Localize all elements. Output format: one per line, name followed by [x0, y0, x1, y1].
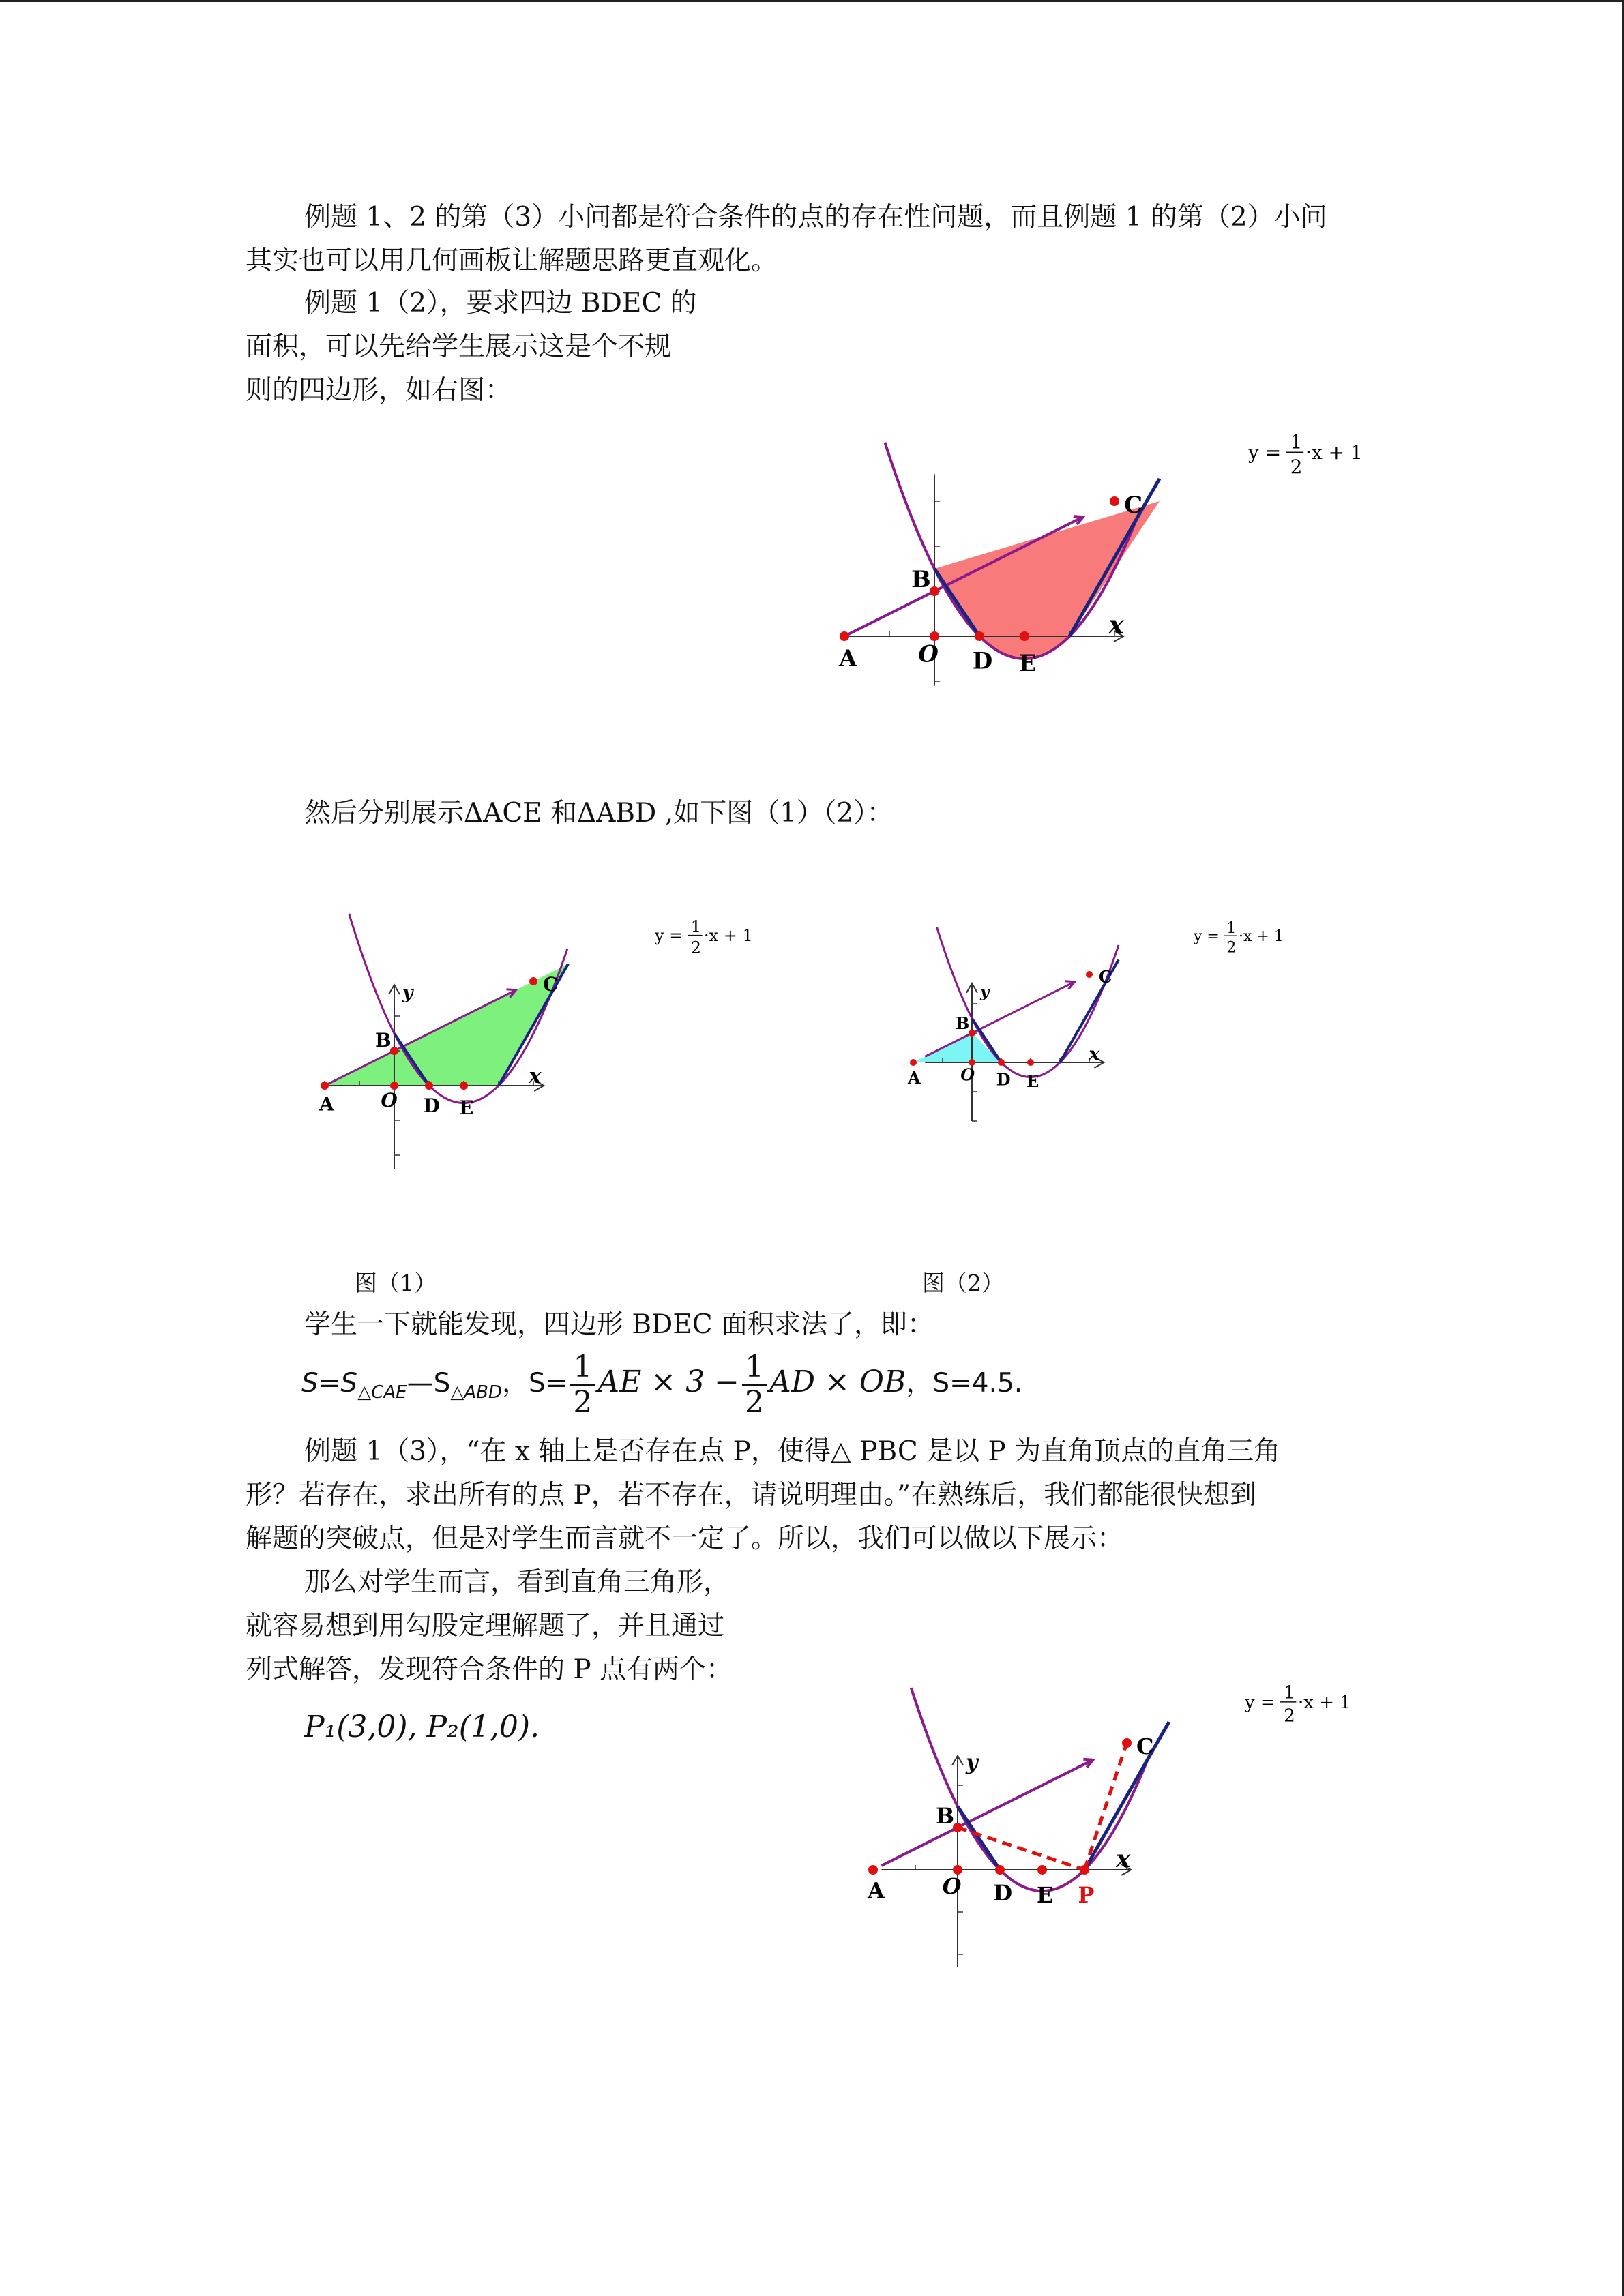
para6-line3: 列式解答，发现符合条件的 P 点有两个： — [246, 1654, 733, 1685]
label-b: B — [956, 1013, 970, 1033]
frac2-num: 1 — [742, 1350, 767, 1386]
point-c — [1122, 1738, 1132, 1748]
equation-num: 1 — [1226, 919, 1237, 937]
label-o: O — [381, 1088, 398, 1112]
formula-s-label: S=S — [301, 1368, 358, 1399]
label-o: O — [960, 1064, 975, 1085]
formula-minus: —S — [407, 1368, 451, 1399]
dashed-bp — [958, 1828, 1084, 1870]
para3: 然后分别展示ΔACE 和ΔABD ,如下图（1）（2）： — [304, 798, 894, 829]
page-top-border — [0, 0, 1624, 2]
point-b — [953, 1823, 962, 1832]
point-d — [975, 631, 984, 641]
label-d: D — [972, 647, 993, 675]
point-d — [425, 1082, 433, 1090]
formula-result: ，S=4.5. — [906, 1368, 1023, 1399]
point-o — [930, 631, 939, 641]
equation-den: 2 — [1284, 1705, 1295, 1727]
label-b: B — [375, 1029, 392, 1052]
label-b: B — [936, 1803, 955, 1829]
equation-lhs: y = — [1194, 928, 1220, 945]
point-d — [995, 1865, 1005, 1875]
equation-rhs: ·x + 1 — [1239, 928, 1284, 945]
point-b — [390, 1047, 398, 1055]
formula-term2: AD × OB — [769, 1365, 906, 1399]
point-e — [1020, 631, 1029, 641]
point-d — [998, 1059, 1005, 1066]
x-axis-label: x — [1116, 1845, 1131, 1873]
label-e: E — [1027, 1071, 1039, 1091]
equation-rhs: ·x + 1 — [1305, 441, 1363, 464]
label-c: C — [543, 973, 559, 996]
equation-lhs: y = — [1245, 1693, 1275, 1713]
figure1-graph — [246, 846, 753, 1255]
equation-rhs: ·x + 1 — [704, 926, 753, 945]
equation-den: 2 — [690, 938, 702, 957]
equation-num: 1 — [1284, 1682, 1295, 1703]
equation-num: 1 — [1290, 430, 1303, 453]
label-c: C — [1099, 967, 1112, 987]
main-graph — [723, 273, 1378, 750]
label-d: D — [423, 1094, 440, 1118]
x-axis-label: x — [1089, 1043, 1100, 1064]
x-axis-label: x — [529, 1064, 542, 1088]
equation-den: 2 — [1290, 456, 1303, 478]
equation-lhs: y = — [655, 926, 683, 945]
equation-num: 1 — [690, 916, 702, 936]
point-b — [930, 586, 939, 596]
fraction-half-1 — [570, 1350, 595, 1420]
label-c: C — [1136, 1733, 1154, 1759]
area-formula — [301, 1350, 1022, 1420]
point-c — [1110, 496, 1119, 506]
frac2-den: 2 — [745, 1385, 765, 1420]
para6-answer: P₁(3,0), P₂(1,0). — [304, 1710, 540, 1744]
point-e — [460, 1082, 468, 1090]
label-o: O — [942, 1873, 962, 1900]
line-y-half-x-plus-1 — [925, 982, 1074, 1057]
equation-rhs: ·x + 1 — [1298, 1693, 1351, 1713]
equation-lhs: y = — [1248, 441, 1282, 464]
label-e: E — [459, 1097, 474, 1119]
point-c — [1086, 971, 1093, 978]
point-e — [1027, 1059, 1034, 1066]
para2-line1: 例题 1（2），要求四边 BDEC 的 — [304, 288, 697, 318]
label-e: E — [1018, 650, 1037, 677]
y-axis-label: y — [966, 1750, 978, 1775]
right-triangle-graph — [798, 1575, 1371, 2066]
label-o: O — [918, 640, 939, 668]
figure1-caption: 图（1） — [355, 1270, 437, 1296]
x-axis-label: x — [1108, 610, 1124, 640]
figure2-caption: 图（2） — [922, 1270, 1004, 1296]
label-a: A — [868, 1877, 885, 1904]
point-e — [1037, 1865, 1047, 1875]
label-c: C — [1124, 492, 1143, 519]
frac1-den: 2 — [573, 1385, 593, 1420]
label-b: B — [911, 566, 931, 593]
point-a — [910, 1059, 917, 1066]
y-axis-label: y — [402, 982, 413, 1004]
para1-line2: 其实也可以用几何画板让解题思路更直观化。 — [246, 245, 778, 276]
label-a: A — [839, 645, 857, 673]
point-p — [1080, 1865, 1089, 1875]
point-a — [868, 1865, 878, 1875]
para2-line3: 则的四边形，如右图： — [246, 375, 512, 406]
point-a — [840, 631, 849, 641]
para6-line2: 就容易想到用勾股定理解题了，并且通过 — [246, 1611, 725, 1641]
para6-line1: 那么对学生而言，看到直角三角形， — [304, 1567, 730, 1598]
point-b — [969, 1030, 975, 1037]
equation-den: 2 — [1226, 939, 1237, 957]
label-a: A — [319, 1092, 334, 1116]
label-a: A — [908, 1068, 921, 1088]
formula-comma: ，S= — [501, 1368, 568, 1399]
formula-sub-abd: △ABD — [450, 1382, 502, 1403]
label-p: P — [1078, 1882, 1095, 1908]
y-axis-label: y — [980, 983, 990, 1001]
para5-line2: 形？若存在，求出所有的点 P，若不存在，请说明理由。”在熟练后，我们都能很快想到 — [246, 1480, 1257, 1510]
point-a — [321, 1082, 329, 1090]
para5-line3: 解题的突破点，但是对学生而言就不一定了。所以，我们可以做以下展示： — [246, 1523, 1124, 1554]
para5-line1: 例题 1（3），“在 x 轴上是否存在点 P，使得△ PBC 是以 P 为直角顶点的直角三角 — [304, 1436, 1281, 1467]
fraction-half-2 — [742, 1350, 767, 1420]
point-c — [529, 977, 537, 985]
para4: 学生一下就能发现，四边形 BDEC 面积求法了，即： — [304, 1309, 934, 1340]
para2-line2: 面积，可以先给学生展示这是个不规 — [246, 331, 672, 362]
para1-line1: 例题 1、2 的第（3）小问都是符合条件的点的存在性问题，而且例题 1 的第（2）小问 — [304, 202, 1327, 233]
label-d: D — [993, 1879, 1013, 1906]
figure2-graph — [846, 852, 1282, 1221]
region-bdec-fill — [934, 501, 1160, 659]
label-d: D — [996, 1069, 1011, 1090]
formula-term1: AE × 3 − — [597, 1365, 740, 1399]
label-e: E — [1037, 1882, 1054, 1908]
formula-sub-cae: △CAE — [357, 1382, 407, 1403]
frac1-num: 1 — [570, 1350, 595, 1386]
